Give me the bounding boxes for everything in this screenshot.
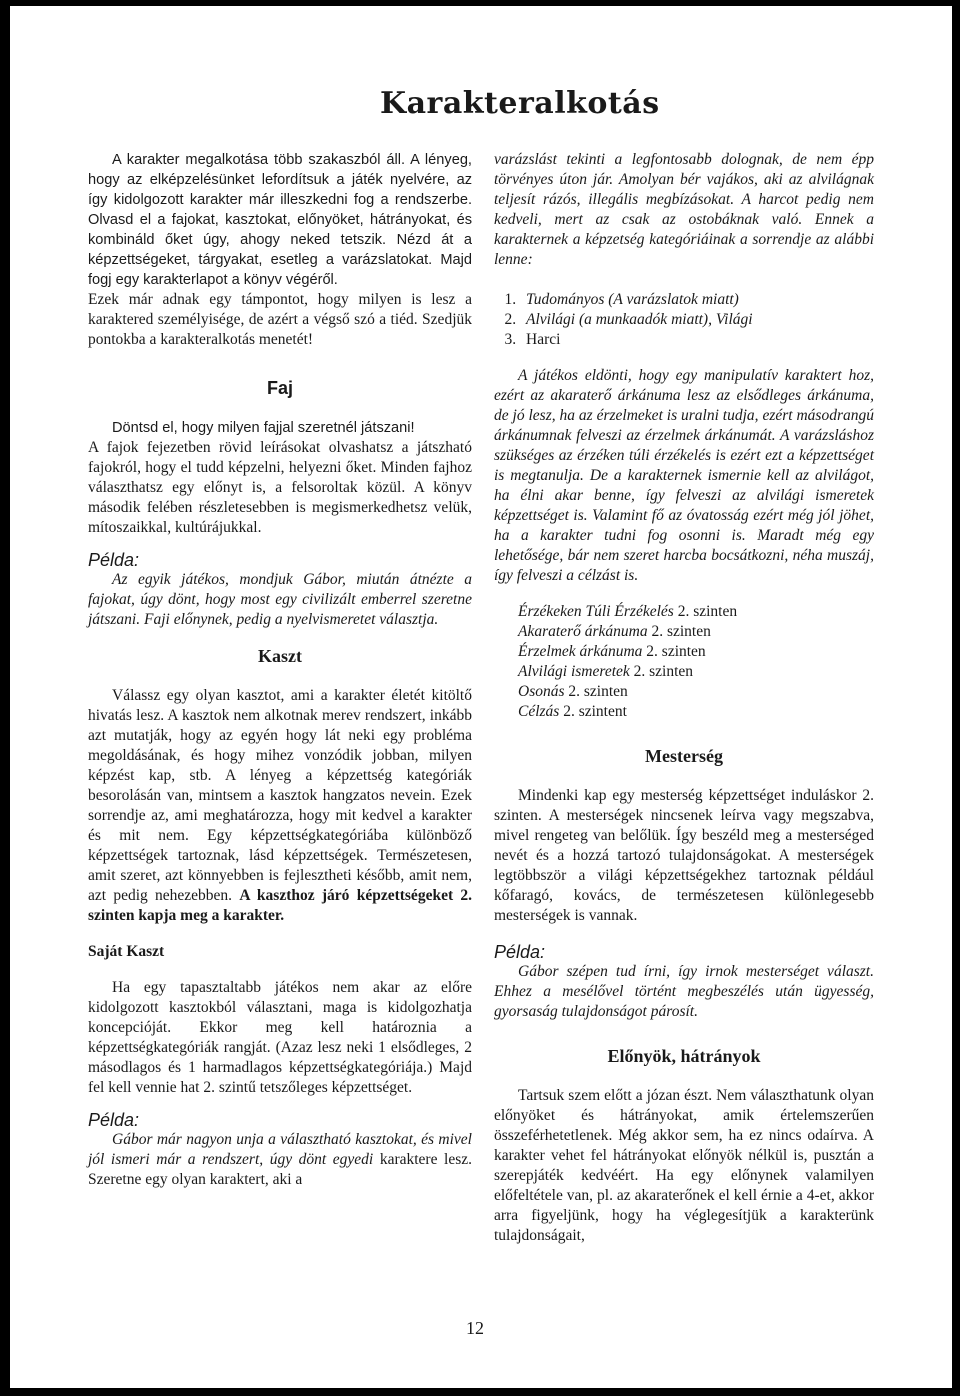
page-border-left — [0, 0, 10, 1396]
skill-item: Célzás 2. szintent — [518, 703, 627, 720]
faj-intro: Döntsd el, hogy milyen fajjal szeretnél játszani! — [112, 420, 415, 436]
kaszt-text: Válassz egy olyan kasztot, ami a karakter életét kitöltő hivatás lesz. A kasztok nem alkotnak merev rendszert, inkább azt mutatják, hogy az egyén hogy lát neki egy probléma megoldásának, és hogy mihez vonzódik jobban, milyen képzést kap, stb. A lényeg a képzettség kategóriák besorolásán van, mintsem a kasztok hangzatos nevein. Ezek sorrendje az, ami meghatározza, hogy mit kedvel a karakter és mit nem. Egy képzettségkategóriába különböző képzettségek tartoznak, lásd képzettségek. Természetesen, amit szeret, azt könnyebben is fejlesztheti később, amit nem, azt pedig nehezebben. — [88, 687, 472, 904]
mesterseg-heading: Mesterség — [645, 746, 723, 766]
pelda-label-1: Példa: — [88, 550, 140, 570]
skill-list — [518, 602, 874, 722]
list-item: 3. Harci — [520, 330, 874, 350]
elonyok-paragraph: Tartsuk szem előtt a józan észt. Nem választhatunk olyan előnyöket és hátrányokat, amik értelemszerűen összeférhetetlenek. Még akkor sem, ha ez nincs odaírva. A karakter vehet fel hátrányokat előnyök nélkül is, pusztán a szerepjáték kedvéért. Ha egy előnynek valamilyen előfeltétele van, pl. az akaraterőnek el kell érnie a 4-et, akkor arra figyeljünk, hogy ha véglegesítjük a karakterünk tulajdonságait, — [494, 1087, 874, 1244]
faj-paragraph: A fajok fejezetben rövid leírásokat olvashatsz a játszható fajokról, hogy el tudd képzelni, helyezni őket. Minden fajhoz választhatsz egy előnyt is, a felsoroltak közül. A könyv második felében részletesebben is megismerkedhetsz velük, mítoszaikkal, kultúrájukkal. — [88, 439, 472, 536]
pelda-text-2 — [88, 1130, 472, 1190]
pelda-text-1: Az egyik játékos, mondjuk Gábor, miután átnézte a fajokat, úgy dönt, hogy most egy civilizált emberrel szeretne játszani. Faji előnynek, pedig a nyelvismeretet választja. — [88, 571, 472, 628]
skill-item: Akaraterő árkánuma 2. szinten — [518, 623, 711, 640]
list-item: 2. Alvilági (a munkaadók miatt), Világi — [520, 310, 874, 330]
left-column — [88, 150, 472, 1190]
category-order-list — [494, 290, 874, 350]
kaszt-bold-note: A kaszthoz járó képzettségeket 2. szinten kapja meg a karakter. — [88, 887, 472, 924]
right-column — [494, 150, 874, 1246]
skill-item: Érzékeken Túli Érzékelés 2. szinten — [518, 603, 738, 620]
skill-item: Érzelmek árkánuma 2. szinten — [518, 643, 706, 660]
pelda-label-2: Példa: — [88, 1110, 140, 1130]
list-item: 1. Tudományos (A varázslatok miatt) — [520, 290, 874, 310]
faj-heading: Faj — [266, 378, 293, 398]
skill-item: Alvilági ismeretek 2. szinten — [518, 663, 694, 680]
page-border-top — [0, 0, 960, 6]
intro-paragraph-1: A karakter megalkotása több szakaszból áll. A lényeg, hogy az elképzelésünket lefordítsuk a játék nyelvére, az így kidolgozott karakter már illeszkedni fog a rendszerbe. Olvasd el a fajokat, kasztokat, előnyöket, hátrányokat, és kombináld őket úgy, ahogy neked tetszik. Nézd át a képzettségeket, tárgyakat, esetleg a varázslatokat. Majd fogj egy karakterlapot a könyv végéről. — [88, 152, 472, 288]
sajat-kaszt-heading: Saját Kaszt — [88, 943, 165, 960]
choice-paragraph: A játékos eldönti, hogy egy manipulatív karaktert hoz, ezért az akaraterő árkánuma lesz az elsődleges árkánuma, de jó lesz, ha az érzelmeket is uralni tudja, ezért másodrangú árkánumnak felveszi az érzelmek árkánumát. A varázsláshoz szükséges az érzéken túli érzékelés is ezért ezt a képzettséget is megtanulja. De a karakternek ismernie kell az alvilágot, ha élni akar benne, így felveszi az alvilági ismeretek képzettséget is. Valamint fő az óvatosság ezért még jól jöhet, ha a karakter tudni fog osonni is. Maradt még egy lehetősége, bár nem szeret harcba bocsátkozni, néha muszáj, így felveszi a célzást is. — [494, 367, 874, 584]
sajat-kaszt-paragraph: Ha egy tapasztaltabb játékos nem akar az előre kidolgozott kasztokból választani, maga is kidolgozhatja koncepcióját. Ekkor meg kell határoznia a képzettségkategóriák rangját. (Azaz lesz neki 1 elsődleges, 2 másodlagos és 1 harmadlagos képzettségkategóriája.) Majd fel kell vennie hat 2. szintű tetszőleges képzettséget. — [88, 979, 472, 1096]
pelda-text-2-italic: Gábor már nagyon unja a választható kasztokat, és mivel jól ismeri már a rendszert, úgy dönt egyedi — [88, 1131, 472, 1168]
page-border-right — [952, 0, 960, 1396]
intro-paragraph-2: Ezek már adnak egy támpontot, hogy milyen is lesz a karaktered személyisége, de azért a végső szó a tiéd. Szedjük pontokba a karakteralkotás menetét! — [88, 291, 472, 348]
page-number: 12 — [466, 1318, 484, 1338]
mesterseg-paragraph: Mindenki kap egy mesterség képzettséget induláskor 2. szinten. A mesterségek nincsenek leírva vagy megszabva, mivel rengeteg van belőlük. Így beszéld meg a mesterséged nevét és a hozzá tartozó tulajdonságokat. A mesterségek legtöbbször a világi képzettségekhez tartoznak például kőfaragó, kovács, de természetesen különlegesebb mesterségek is vannak. — [494, 787, 874, 924]
pelda-text-3: Gábor szépen tud írni, így irnok mesterséget választ. Ehhez a mesélővel történt megbeszélés után ügyesség, gyorsaság tulajdonságot párosít. — [494, 963, 874, 1020]
pelda-label-3: Példa: — [494, 942, 546, 962]
elonyok-heading: Előnyök, hátrányok — [607, 1046, 761, 1066]
page-border-bottom — [0, 1388, 960, 1396]
skill-item: Osonás 2. szinten — [518, 683, 628, 700]
continued-paragraph: varázslást tekinti a legfontosabb dolognak, de nem épp törvényes úton jár. Amolyan bér vajákos, aki az alvilágnak teljesít rázós, illegális megbízásokat. A harcot pedig nem kedveli, mert az csak az ostobáknak való. Ennek a karakternek a képzetség kategóriáinak a sorrendje az alábbi lenne: — [494, 151, 874, 268]
pelda-text-2-regular: karaktere lesz. Szeretne egy olyan karaktert, aki a — [88, 1151, 473, 1188]
page-title: Karakteralkotás — [380, 86, 660, 121]
kaszt-heading: Kaszt — [258, 646, 302, 666]
kaszt-paragraph — [88, 686, 472, 926]
